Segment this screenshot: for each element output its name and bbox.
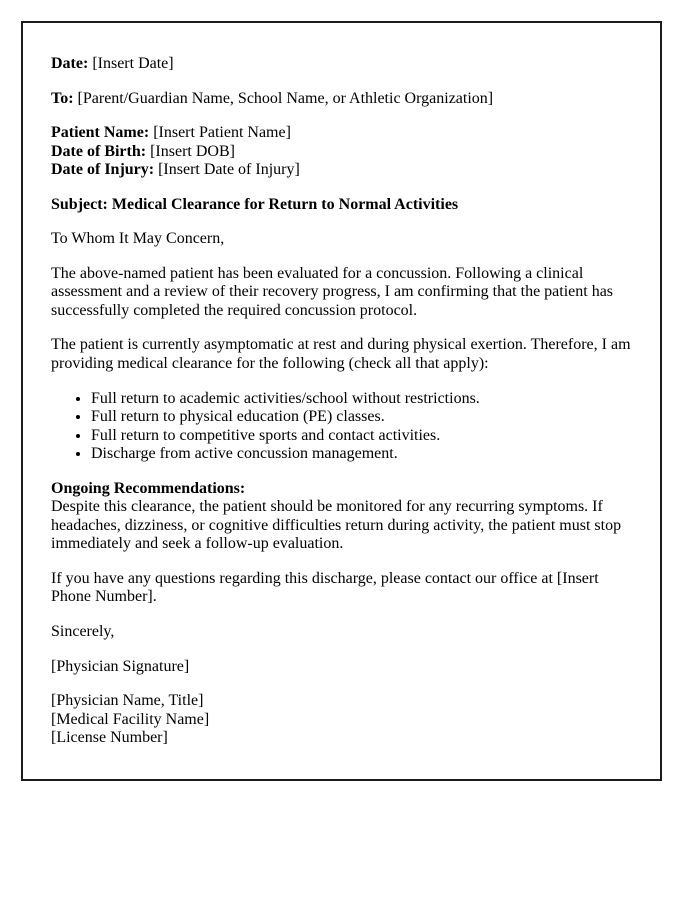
closing: Sincerely, — [51, 623, 115, 641]
injury-date-label: Date of Injury: — [51, 161, 155, 179]
to-label: To: — [51, 89, 74, 107]
injury-date-value: [Insert Date of Injury] — [158, 161, 300, 179]
paragraph-clearance-intro: The patient is currently asymptomatic at rest and during physical exertion. Therefore, I am providing medical clearance for the following (check all that apply): — [51, 336, 631, 373]
list-item: • Full return to academic activities/school without restrictions. — [91, 390, 632, 409]
patient-name-value: [Insert Patient Name] — [153, 124, 291, 142]
clearance-list — [51, 390, 632, 464]
to-value: [Parent/Guardian Name, School Name, or Athletic Organization] — [77, 89, 494, 107]
date-label: Date: — [51, 55, 89, 72]
medical-facility-name: [Medical Facility Name] — [51, 710, 210, 728]
signature-block — [51, 692, 632, 748]
paragraph-contact: If you have any questions regarding this discharge, please contact our office at [Insert Phone Number]. — [51, 569, 599, 606]
subject-line — [51, 196, 632, 215]
list-item: • Full return to competitive sports and contact activities. — [91, 427, 632, 446]
patient-name-label: Patient Name: — [51, 124, 150, 142]
date-value: [Insert Date] — [92, 55, 174, 72]
recommendations-heading: Ongoing Recommendations: — [51, 479, 246, 497]
subject-text: Subject: Medical Clearance for Return to Normal Activities — [51, 195, 459, 213]
dob-label: Date of Birth: — [51, 142, 147, 160]
paragraph-evaluation: The above-named patient has been evaluated for a concussion. Following a clinical assessment and a review of their recovery progress, I am confirming that the patient has successfully completed the required concussion protocol. — [51, 264, 614, 319]
to-line — [51, 90, 632, 109]
patient-info-block — [51, 124, 632, 180]
recommendations-block — [51, 480, 632, 554]
recommendations-body: Despite this clearance, the patient should be monitored for any recurring symptoms. If headaches, dizziness, or cognitive difficulties return during activity, the patient must stop immediately and seek a follow-up evaluation. — [51, 498, 622, 553]
list-item: • Discharge from active concussion management. — [91, 445, 632, 464]
salutation: To Whom It May Concern, — [51, 230, 225, 248]
dob-value: [Insert DOB] — [150, 142, 235, 160]
signature-placeholder: [Physician Signature] — [51, 657, 190, 675]
date-line — [51, 55, 632, 74]
license-number: [License Number] — [51, 729, 168, 747]
physician-name-title: [Physician Name, Title] — [51, 692, 204, 710]
list-item: • Full return to physical education (PE) classes. — [91, 408, 632, 427]
medical-clearance-letter — [21, 21, 662, 781]
